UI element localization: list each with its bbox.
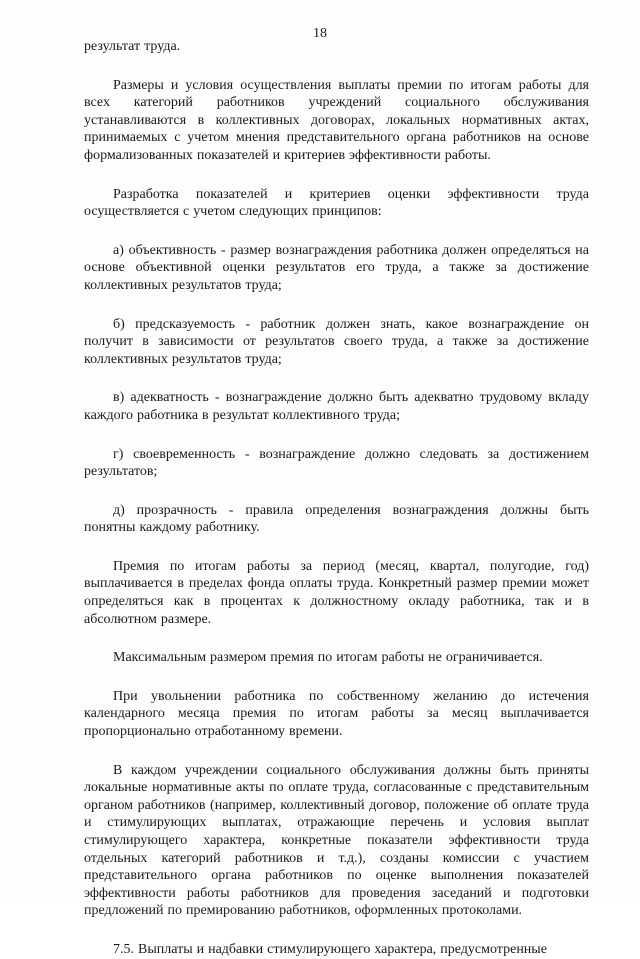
paragraph-dismissal: При увольнении работника по собственному желанию до истечения календарного месяца премия по итогам работы за месяц выплачивается пропорционально отработанному времени. <box>84 688 589 740</box>
principle-adequacy: в) адекватность - вознаграждение должно быть адекватно трудовому вкладу каждого работника в результат коллективного труда; <box>84 390 589 423</box>
page-number: 18 <box>313 26 327 41</box>
principle-objectivity: а) объективность - размер вознаграждения работника должен определяться на основе объективной оценки результатов его труда, а также за достижение коллективных результатов труда; <box>84 242 589 293</box>
paragraph-period-bonus: Премия по итогам работы за период (месяц, квартал, полугодие, год) выплачивается в пределах фонда оплаты труда. Конкретный размер премии может определяться как в процентах к должностному окладу работника, так и в абсолютном размере. <box>84 558 589 627</box>
paragraph-bonus-conditions: Размеры и условия осуществления выплаты премии по итогам работы для всех категорий работников учреждений социального обслуживания устанавливаются в коллективных договорах, локальных нормативных актах, принимаемых с учетом мнения представительного органа работников на основе формализованных показателей и критериев эффективности работы. <box>84 77 589 163</box>
paragraph-local-acts: В каждом учреждении социального обслуживания должны быть приняты локальные нормативные акты по оплате труда, согласованные с представительным органом работников (например, коллективный договор, положение об оплате труда и стимулирующих выплатах, отражающие перечень и условия выплат стимулирующего характера, конкретные показатели эффективности труда отдельных категорий работников и т.д.), созданы комиссии с участием представительного органа работников по оценке выполнения показателей эффективности работы работников для проведения заседаний и подготовки предложений по премированию работников, оформленных протоколами. <box>84 762 589 919</box>
paragraph-section-7-5: 7.5. Выплаты и надбавки стимулирующего характера, предусмотренные <box>113 941 547 957</box>
principle-transparency: д) прозрачность - правила определения вознаграждения должны быть понятны каждому работнику. <box>84 502 589 536</box>
paragraph-principles-intro: Разработка показателей и критериев оценки эффективности труда осуществляется с учетом следующих принципов: <box>84 186 589 220</box>
paragraph-max-bonus: Максимальным размером премия по итогам работы не ограничивается. <box>113 650 543 666</box>
principle-predictability: б) предсказуемость - работник должен знать, какое вознаграждение он получит в зависимости от результатов своего труда, а также за достижение коллективных результатов труда; <box>84 316 589 367</box>
paragraph-continuation: результат труда. <box>84 39 181 54</box>
principle-timeliness: г) своевременность - вознаграждение должно следовать за достижением результатов; <box>84 446 589 480</box>
page-body <box>84 38 589 959</box>
